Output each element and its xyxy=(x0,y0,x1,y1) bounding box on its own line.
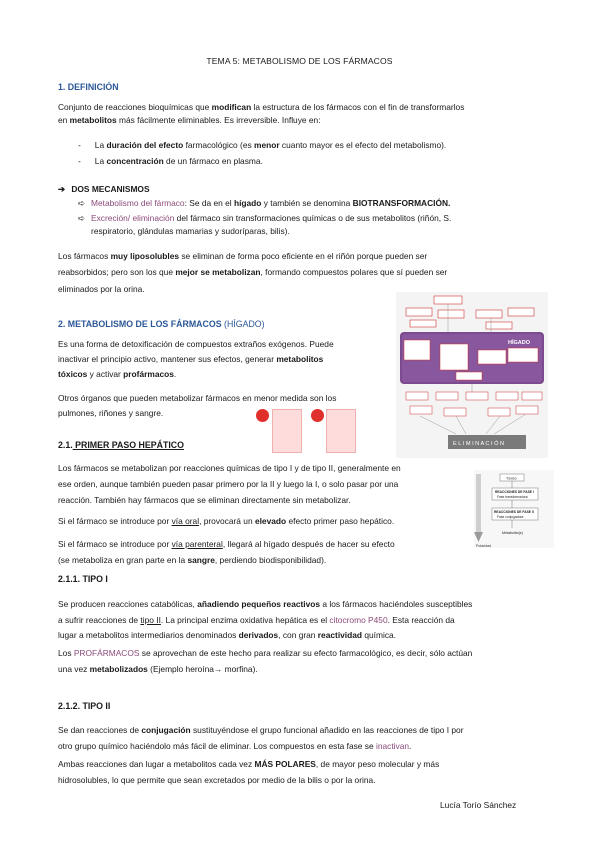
phase1-subtitle: Fase transformadora xyxy=(497,494,528,499)
liver-label: HÍGADO xyxy=(508,340,530,346)
sticky-note[interactable] xyxy=(326,409,356,453)
polarity-paragraph: Ambas reacciones dan lugar a metabolitos cada vez MÁS POLARES, de mayor peso molecular y más hidrosolubles, lo que permite que sean excretados por medio de la bilis o por la orina. xyxy=(58,759,440,785)
page-title: TEMA 5: METABOLISMO DE LOS FÁRMACOS xyxy=(206,56,393,66)
note-dot[interactable] xyxy=(311,409,324,422)
section-2-1-heading: 2.1. PRIMER PASO HEPÁTICO xyxy=(58,440,184,450)
other-organs-paragraph: Otros órganos que pueden metabolizar fármacos en menor medida son los pulmones, riñones y sangre. xyxy=(58,393,337,418)
oral-route-paragraph: Si el fármaco se introduce por vía oral, provocará un elevado efecto primer paso hepático. xyxy=(58,516,395,526)
hollow-arrow-icon: ➪ xyxy=(78,213,86,223)
polarity-label: Polaridad xyxy=(476,544,492,548)
section-2-heading: 2. METABOLISMO DE LOS FÁRMACOS (HÍGADO) xyxy=(58,319,265,329)
phase-diagram-graphic xyxy=(474,470,554,548)
note-dot[interactable] xyxy=(256,409,269,422)
mechanisms-heading: ➔ DOS MECANISMOS xyxy=(58,184,150,194)
elimination-label: E L I M I N A C I Ó N xyxy=(453,441,505,447)
section-2-1-2-heading: 2.1.2. TIPO II xyxy=(58,701,111,711)
phase2-title: REACCIONES DE FASE II xyxy=(494,510,534,514)
phase-diagram xyxy=(474,470,554,548)
sticky-note[interactable] xyxy=(272,409,302,453)
first-pass-paragraph: Los fármacos se metabolizan por reacciones químicas de tipo I y de tipo II, generalmente en ese orden, aunque también pueden pasar primero por la II y luego la I, o solo pasar por una reacción. También hay fármacos que se eliminan directamente sin metabolizar. xyxy=(58,463,401,505)
definition-paragraph: Conjunto de reacciones bioquímicas que modifican la estructura de los fármacos con el fin de transformarlos en metabolitos más fácilmente eliminables. Es irreversible. Influye en: xyxy=(58,102,465,126)
author-signature: Lucía Torío Sánchez xyxy=(440,800,517,810)
toxic-label: Tóxico xyxy=(506,476,517,481)
arrow-icon: ➔ xyxy=(58,184,66,194)
phase1-title: REACCIONES DE FASE I xyxy=(495,490,534,494)
list-item: ➪ Metabolismo del fármaco: Se da en el hígado y también se denomina BIOTRANSFORMACIÓN. xyxy=(78,197,450,210)
detox-paragraph: Es una forma de detoxificación de compuestos extraños exógenos. Puede inactivar el principio activo, mantener sus efectos, generar metabolitos tóxicos y activar profármacos. xyxy=(58,339,334,379)
metabolism-diagram xyxy=(396,292,548,458)
metabolism-diagram-graphic xyxy=(396,292,548,458)
list-item: ➪ Excreción/ eliminación del fármaco sin transformaciones químicas o de sus metabolitos (riñón, S. respiratorio, glándulas mamarias y sudoríparas, bilis). xyxy=(78,212,542,238)
list-item: - La duración del efecto farmacológico (es menor cuanto mayor es el efecto del metabolismo). xyxy=(78,140,447,150)
prodrugs-paragraph: Los PROFÁRMACOS se aprovechan de este hecho para realizar su efecto farmacológico, es decir, sólo actúan una vez metabolizados (Ejemplo heroína→ morfina). xyxy=(58,648,473,674)
liposoluble-paragraph: Los fármacos muy liposolubles se eliminan de forma poco eficiente en el riñón porque pueden ser reabsorbidos; pero son los que mejor se metabolizan, formando compuestos polares que sí pueden ser eliminados por la orina. xyxy=(58,251,448,294)
metabolite-label: Metabolito(s) xyxy=(502,531,523,535)
hollow-arrow-icon: ➪ xyxy=(78,198,86,208)
section-1-heading: 1. DEFINICIÓN xyxy=(58,82,119,92)
phase2-subtitle: Fase conjugadora xyxy=(497,514,524,519)
type1-paragraph: Se producen reacciones catabólicas, añadiendo pequeños reactivos a los fármacos haciéndoles susceptibles a sufrir reacciones de tipo II. La principal enzima oxidativa hepática es el citocromo P450. Esta reacción da lugar a metabolitos intermediarios denominados derivados, con gran reactividad química. xyxy=(58,599,473,641)
section-2-1-1-heading: 2.1.1. TIPO I xyxy=(58,574,108,584)
parenteral-route-paragraph: Si el fármaco se introduce por vía parenteral, llegará al hígado después de hacer su efecto (se metaboliza en gran parte en la sangre, perdiendo biodisponibilidad). xyxy=(58,539,395,565)
list-item: - La concentración de un fármaco en plasma. xyxy=(78,156,263,166)
type2-paragraph: Se dan reacciones de conjugación sustituyéndose el grupo funcional añadido en las reacciones de tipo I por otro grupo químico haciéndolo más fácil de eliminar. Los compuestos en esta fase se inactivan. xyxy=(58,725,464,751)
